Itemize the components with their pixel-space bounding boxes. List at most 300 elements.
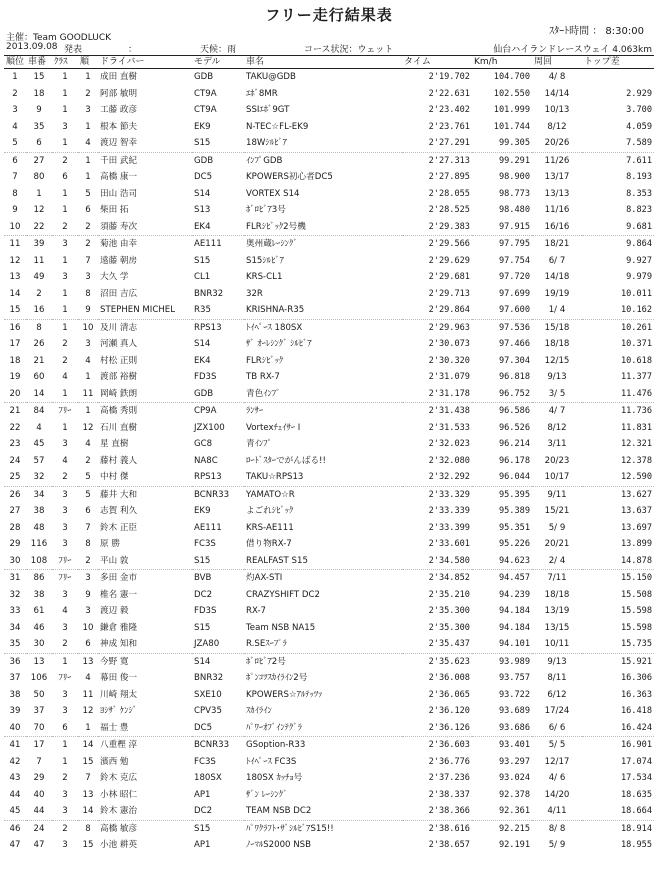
cell-rank: 1 (12, 72, 18, 82)
cell-gap (582, 69, 654, 86)
cell-rank: 32 (9, 589, 21, 600)
table-row (4, 787, 654, 804)
cell-gap: 4.059 (626, 121, 652, 132)
cell-gap: 15.598 (620, 622, 652, 633)
cell-class: 1 (52, 302, 78, 319)
cell-car-name: ｴﾎﾞ8MR (246, 88, 278, 99)
cell-class: 3 (62, 272, 68, 282)
cell-model: AP1 (194, 789, 211, 800)
cell-rank: 21 (9, 406, 21, 416)
cell-driver: 今野 寛 (100, 656, 129, 667)
cell-class: 1 (62, 288, 68, 299)
cell-car-number: 21 (33, 355, 45, 366)
table-row (4, 486, 654, 503)
cell-model: BNR32 (194, 288, 224, 299)
cell-speed: 96.044 (472, 469, 532, 486)
cell-time: 2'36.603 (428, 740, 470, 750)
cell-car-number: 29 (33, 773, 45, 783)
cell-driver: 菊池 由幸 (100, 239, 138, 249)
table-row (4, 420, 654, 437)
cell-rank: 3 (12, 105, 18, 115)
cell-rank: 39 (9, 706, 21, 716)
event-date: 2013.09.08 (6, 42, 58, 52)
cell-class: ﾌﾘｰ (52, 553, 78, 570)
cell-car-number: 106 (30, 673, 48, 683)
cell-class-rank: 6 (85, 506, 91, 516)
cell-car-name: SSIｴﾎﾞ9GT (246, 105, 290, 115)
cell-rank: 45 (4, 803, 26, 820)
cell-rank: 14 (9, 288, 21, 299)
cell-class: 3 (62, 840, 68, 850)
cell-class: 3 (62, 489, 68, 500)
cell-car-number: 9 (36, 105, 42, 115)
cell-time: 2'36.065 (428, 689, 470, 700)
cell-model: S15 (192, 135, 244, 152)
table-row (4, 553, 654, 570)
cell-model: R35 (192, 302, 244, 319)
cell-class: 3 (62, 589, 68, 600)
cell-laps: 9/13 (547, 372, 567, 382)
cell-class: 3 (62, 522, 68, 533)
cell-model: S15 (194, 823, 211, 834)
cell-time: 2'33.329 (428, 489, 470, 500)
cell-speed: 92.361 (472, 803, 532, 820)
cell-time: 2'31.533 (428, 422, 470, 433)
cell-speed: 99.305 (472, 135, 532, 152)
cell-class: 2 (62, 339, 68, 349)
cell-class-rank: 1 (85, 372, 91, 382)
cell-model: CL1 (194, 272, 211, 282)
cell-laps: 5/ 9 (548, 840, 566, 850)
cell-time: 2'33.399 (428, 522, 470, 533)
cell-rank: 10 (4, 219, 26, 236)
cell-car-number: 8 (36, 322, 42, 333)
cell-speed: 93.689 (498, 706, 530, 716)
cell-time: 2'28.055 (428, 188, 470, 199)
cell-car-number: 4 (36, 422, 42, 433)
cell-time: 2'29.713 (428, 288, 470, 299)
cell-laps: 10/17 (532, 469, 582, 486)
cell-gap: 16.418 (620, 706, 652, 716)
cell-driver: ﾖｼｻﾞ ｹﾝｼﾞ (100, 706, 138, 716)
cell-class: 1 (52, 386, 78, 403)
cell-model: AE111 (194, 239, 222, 249)
cell-class: 2 (62, 823, 68, 834)
cell-car-number: 84 (33, 406, 45, 416)
cell-laps: 18/18 (544, 339, 570, 349)
cell-laps: 14/14 (544, 88, 570, 99)
cell-time: 2'36.126 (402, 720, 472, 737)
cell-time: 2'31.438 (428, 406, 470, 416)
table-row (4, 570, 654, 587)
organizer: 主催：Team GOODLUCK (6, 33, 112, 43)
cell-speed: 94.101 (472, 636, 532, 653)
cell-car-number: 48 (33, 522, 45, 533)
cell-model: BCNR33 (194, 489, 230, 500)
table-row (4, 587, 654, 604)
cell-time: 2'36.120 (428, 706, 470, 716)
cell-class-rank: 13 (82, 789, 94, 800)
cell-car-name: Team NSB NA15 (246, 622, 316, 633)
cell-driver: 原 勝 (100, 539, 120, 549)
cell-time: 2'19.702 (428, 72, 470, 82)
cell-rank: 25 (4, 469, 26, 486)
weather: 天候：雨 (200, 45, 237, 55)
col-header-class-rank: 順 (78, 56, 98, 69)
cell-class: 6 (62, 172, 68, 182)
cell-speed: 102.550 (493, 88, 530, 99)
cell-speed: 95.226 (498, 539, 530, 549)
cell-laps: 12/15 (544, 355, 570, 366)
cell-car-number: 22 (26, 219, 52, 236)
cell-class-rank: 8 (85, 288, 91, 299)
cell-rank: 13 (9, 272, 21, 282)
table-row (4, 820, 654, 837)
cell-class: ﾌﾘｰ (58, 406, 72, 416)
cell-class: 2 (62, 155, 68, 166)
cell-gap: 13.697 (620, 522, 652, 533)
cell-laps: 20/26 (532, 135, 582, 152)
cell-rank: 47 (9, 840, 21, 850)
cell-model: S15 (194, 622, 211, 633)
cell-class: 3 (62, 622, 68, 633)
cell-speed: 93.686 (472, 720, 532, 737)
cell-car-name: ｽｶｲﾗｲﾝ (246, 706, 272, 716)
cell-speed: 94.239 (498, 589, 530, 600)
cell-speed: 96.752 (472, 386, 532, 403)
cell-laps: 8/12 (547, 121, 567, 132)
cell-driver: 川崎 翔太 (100, 689, 138, 700)
col-header-speed: Km/h (472, 56, 532, 69)
cell-class: 3 (62, 439, 68, 449)
cell-driver: 渡辺 智幸 (98, 135, 192, 152)
cell-class: 3 (62, 689, 68, 700)
cell-class-rank: 15 (82, 756, 94, 767)
cell-rank: 6 (12, 155, 18, 166)
cell-rank: 27 (9, 506, 21, 516)
cell-class: 1 (62, 740, 68, 750)
cell-model: BVB (194, 573, 212, 583)
cell-gap: 18.955 (620, 840, 652, 850)
cell-driver: 幕田 俊一 (100, 673, 138, 683)
cell-gap: 17.074 (620, 756, 652, 767)
cell-model: FC3S (194, 756, 216, 767)
cell-speed: 93.989 (498, 656, 530, 667)
cell-class-rank: 4 (85, 355, 91, 366)
cell-class: 3 (62, 539, 68, 549)
cell-gap: 12.321 (620, 439, 652, 449)
cell-gap: 9.979 (626, 272, 652, 282)
cell-gap: 12.378 (620, 455, 652, 466)
cell-model: CPV35 (194, 706, 222, 716)
cell-model: S15 (194, 255, 211, 266)
cell-car-number: 2 (36, 288, 42, 299)
table-row (4, 236, 654, 253)
cell-class-rank: 4 (85, 439, 91, 449)
cell-car-number: 27 (33, 155, 45, 166)
cell-speed: 104.700 (493, 72, 530, 82)
cell-driver: 大久 学 (100, 272, 129, 282)
cell-time: 2'28.525 (428, 205, 470, 215)
cell-gap: 7.589 (582, 135, 654, 152)
cell-rank: 24 (9, 455, 21, 466)
table-row (4, 636, 654, 653)
table-row (4, 202, 654, 219)
cell-car-name: VORTEX S14 (246, 188, 300, 199)
cell-time: 2'35.210 (428, 589, 470, 600)
cell-laps: 5/ 5 (548, 740, 566, 750)
cell-time: 2'29.383 (402, 219, 472, 236)
cell-rank: 33 (9, 606, 21, 616)
cell-speed: 97.795 (498, 239, 530, 249)
cell-car-number: 86 (33, 573, 45, 583)
cell-laps: 15/18 (544, 322, 570, 333)
cell-class-rank: 1 (85, 155, 91, 166)
cell-model: JZA80 (192, 636, 244, 653)
table-row (4, 253, 654, 270)
cell-class-rank: 11 (82, 689, 94, 700)
table-row (4, 803, 654, 820)
cell-laps: 8/ 8 (548, 823, 566, 834)
cell-rank: 46 (9, 823, 21, 834)
cell-gap: 16.901 (620, 740, 652, 750)
cell-class-rank: 6 (85, 205, 91, 215)
cell-time: 2'34.852 (428, 573, 470, 583)
table-row (4, 603, 654, 620)
cell-class-rank: 7 (85, 773, 91, 783)
cell-laps: 6/12 (547, 689, 567, 700)
table-row (4, 453, 654, 470)
col-header-time: タイム (402, 56, 472, 69)
cell-car-number: 49 (33, 272, 45, 282)
cell-car-name: ﾊﾟﾜｰｵﾌﾞｲﾝﾃｸﾞﾗ (244, 720, 402, 737)
cell-car-number: 26 (33, 339, 45, 349)
table-row (4, 837, 654, 854)
cell-class: ﾌﾘｰ (58, 673, 72, 683)
circuit-name: 仙台ハイランドレースウェイ 4.063km (493, 45, 652, 55)
cell-class-rank: 2 (85, 88, 91, 99)
cell-gap: 13.637 (620, 506, 652, 516)
table-row (4, 687, 654, 704)
cell-speed: 95.351 (498, 522, 530, 533)
table-row (4, 86, 654, 103)
cell-car-name: ﾗﾝｻｰ (246, 406, 264, 416)
cell-car-number: 35 (33, 121, 45, 132)
cell-laps: 1/ 4 (532, 302, 582, 319)
cell-time: 2'27.313 (428, 155, 470, 166)
cell-driver: 工藤 政彦 (100, 105, 138, 115)
cell-time: 2'27.895 (428, 172, 470, 182)
cell-rank: 36 (9, 656, 21, 667)
cell-model: NA8C (194, 455, 218, 466)
cell-rank: 20 (4, 386, 26, 403)
table-row (4, 653, 654, 670)
cell-class-rank: 2 (78, 219, 98, 236)
cell-model: EK4 (192, 219, 244, 236)
cell-class: 3 (62, 706, 68, 716)
cell-car-number: 18 (33, 88, 45, 99)
cell-speed: 97.304 (498, 355, 530, 366)
cell-car-name: 32R (246, 288, 263, 299)
cell-model: RPS13 (192, 469, 244, 486)
cell-model: DC2 (192, 803, 244, 820)
cell-car-name: KRS-CL1 (246, 272, 283, 282)
cell-laps: 4/ 7 (548, 406, 566, 416)
cell-car-name: TB RX-7 (246, 372, 280, 382)
cell-time: 2'38.366 (402, 803, 472, 820)
cell-laps: 7/11 (547, 573, 567, 583)
cell-driver: 阿部 敏明 (100, 88, 138, 99)
cell-gap: 8.353 (626, 188, 652, 199)
cell-time: 2'32.080 (428, 455, 470, 466)
cell-rank: 34 (9, 622, 21, 633)
cell-car-name: ﾄｲﾍﾟｰｽ FC3S (246, 756, 297, 767)
cell-driver: 中村 傑 (98, 469, 192, 486)
cell-model: CT9A (194, 105, 217, 115)
cell-model: S14 (194, 188, 211, 199)
cell-model: 180SX (194, 773, 222, 783)
cell-speed: 97.754 (498, 255, 530, 266)
table-row (4, 102, 654, 119)
cell-gap: 15.508 (620, 589, 652, 600)
cell-gap: 3.700 (626, 105, 652, 115)
cell-laps: 20/21 (544, 539, 570, 549)
cell-laps: 13/19 (544, 606, 570, 616)
cell-rank: 16 (9, 322, 21, 333)
cell-laps: 11/16 (544, 205, 570, 215)
cell-model: JZX100 (194, 422, 225, 433)
cell-car-name: CRAZYSHIFT DC2 (246, 589, 320, 600)
table-row (4, 186, 654, 203)
cell-speed: 94.184 (498, 622, 530, 633)
cell-car-number: 24 (33, 823, 45, 834)
cell-class: 3 (62, 239, 68, 249)
cell-driver: 千田 武紀 (100, 155, 138, 166)
cell-time: 2'31.079 (428, 372, 470, 382)
cell-rank: 31 (9, 573, 21, 583)
start-time: ｽﾀｰﾄ時間 ： 8:30:00 (549, 26, 644, 37)
cell-class: 2 (52, 636, 78, 653)
cell-model: S13 (194, 205, 211, 215)
cell-class-rank: 14 (82, 740, 94, 750)
cell-class: 1 (62, 188, 68, 199)
cell-speed: 92.378 (498, 789, 530, 800)
cell-car-name: KRS-AE111 (246, 522, 294, 533)
cell-class: 1 (62, 322, 68, 333)
cell-gap: 13.627 (620, 489, 652, 500)
cell-gap: 15.735 (582, 636, 654, 653)
cell-model: AP1 (194, 840, 211, 850)
cell-model: FD3S (194, 606, 217, 616)
cell-laps: 13/13 (544, 188, 570, 199)
cell-time: 2'23.402 (428, 105, 470, 115)
cell-car-number: 13 (33, 656, 45, 667)
cell-time: 2'33.339 (428, 506, 470, 516)
cell-driver: 小林 昭仁 (100, 789, 138, 800)
cell-laps: 9/13 (547, 656, 567, 667)
cell-driver: 志賀 利久 (100, 506, 138, 516)
table-row (4, 169, 654, 186)
course-condition: コース状況：ウェット (304, 45, 394, 55)
cell-car-name: ﾄｲﾍﾟｰｽ 180SX (246, 322, 303, 333)
cell-class-rank: 2 (85, 239, 91, 249)
cell-model: CT9A (194, 88, 217, 99)
cell-driver: 渡部 裕樹 (100, 372, 138, 382)
cell-laps: 4/11 (532, 803, 582, 820)
cell-rank: 37 (9, 673, 21, 683)
cell-class-rank: 1 (85, 406, 91, 416)
cell-gap: 12.590 (582, 469, 654, 486)
cell-class: 3 (62, 506, 68, 516)
cell-driver: 八重樫 淳 (100, 740, 138, 750)
cell-car-number: 61 (33, 606, 45, 616)
results-body (4, 69, 654, 854)
cell-rank: 17 (9, 339, 21, 349)
cell-class-rank: 3 (85, 105, 91, 115)
cell-model: DC5 (194, 172, 213, 182)
cell-driver: 高橋 敏彦 (100, 823, 138, 834)
cell-speed: 98.480 (498, 205, 530, 215)
cell-driver: STEPHEN MICHEL (98, 302, 192, 319)
cell-rank: 22 (9, 422, 21, 433)
cell-class-rank: 3 (85, 272, 91, 282)
cell-car-number: 14 (26, 386, 52, 403)
cell-gap: 10.261 (620, 322, 652, 333)
cell-driver: 根本 節夫 (100, 121, 138, 132)
cell-car-number: 57 (33, 455, 45, 466)
cell-model: GC8 (194, 439, 213, 449)
cell-time: 2'29.681 (428, 272, 470, 282)
cell-gap: 9.864 (626, 239, 652, 249)
cell-driver: 小池 耕英 (100, 840, 138, 850)
cell-laps: 10/13 (544, 105, 570, 115)
cell-rank: 4 (12, 121, 18, 132)
cell-speed: 96.178 (498, 455, 530, 466)
cell-model: BCNR33 (194, 740, 230, 750)
cell-car-name: RX-7 (246, 606, 266, 616)
cell-gap: 17.534 (620, 773, 652, 783)
cell-class: ﾌﾘｰ (58, 573, 72, 583)
cell-car-number: 34 (33, 489, 45, 500)
cell-gap: 16.363 (620, 689, 652, 700)
cell-car-number: 17 (33, 740, 45, 750)
cell-car-number: 16 (26, 302, 52, 319)
cell-driver: 柴田 拓 (100, 205, 129, 215)
cell-car-number: 45 (33, 439, 45, 449)
cell-class-rank: 5 (78, 469, 98, 486)
cell-car-name: 18Wｼﾙﾋﾞｱ (244, 135, 402, 152)
cell-class: 1 (62, 255, 68, 266)
cell-class-rank: 1 (78, 720, 98, 737)
col-header-car-number: 車番 (26, 56, 52, 69)
cell-gap: 7.611 (626, 155, 652, 166)
cell-gap: 2.929 (626, 88, 652, 99)
cell-driver: 藤村 義人 (100, 455, 138, 466)
cell-rank: 40 (4, 720, 26, 737)
cell-model: EK4 (194, 355, 211, 366)
cell-driver: 沼田 吉広 (100, 288, 138, 299)
cell-driver: 鎌倉 雅隆 (100, 622, 138, 633)
cell-class-rank: 9 (85, 589, 91, 600)
cell-laps: 14/20 (544, 789, 570, 800)
cell-class-rank: 1 (85, 172, 91, 182)
cell-gap: 11.476 (582, 386, 654, 403)
cell-time: 2'35.300 (428, 606, 470, 616)
cell-rank: 30 (4, 553, 26, 570)
cell-car-number: 44 (26, 803, 52, 820)
cell-rank: 43 (9, 773, 21, 783)
cell-car-number: 50 (33, 689, 45, 700)
